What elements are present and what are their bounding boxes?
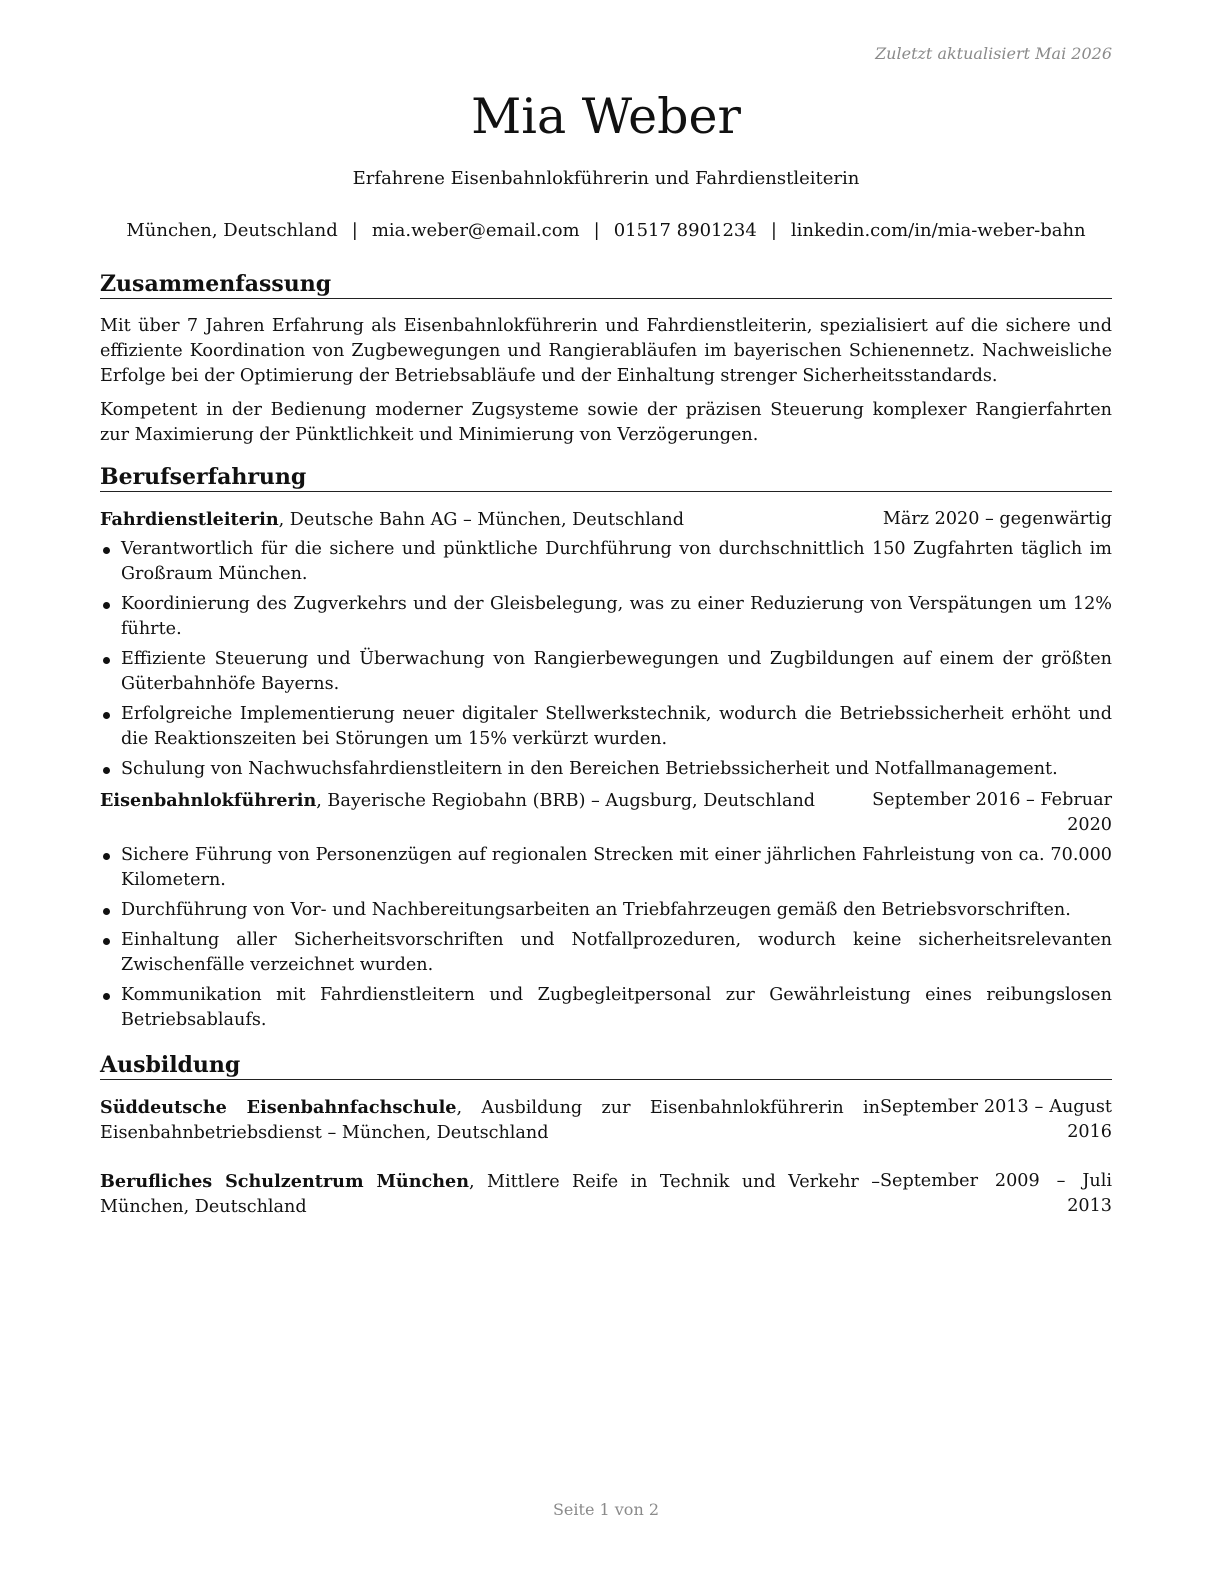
job-dates: März 2020 – gegenwärtig [882,509,1112,529]
education-detail: , Ausbildung zur Eisenbahnlokführerin in Eisenbahnbetriebsdienst – München, Deutschland [100,1098,881,1143]
section-title-experience: Berufserfahrung [100,463,1112,492]
education-school-line [100,1095,880,1146]
contact-separator: | [770,220,777,241]
contact-separator: | [351,220,358,241]
education-school: Süddeutsche Eisenbahnfachschule [100,1097,457,1118]
contact-separator: | [593,220,600,241]
job-org: , Bayerische Regiobahn (BRB) – Augsburg, Deutschland [316,791,816,811]
job-dates [872,788,1112,838]
job-title: Eisenbahnlokführerin [100,790,317,811]
education-entry [100,1095,1112,1145]
contact-location: München, Deutschland [126,220,338,241]
bullet-text: Koordinierung des Zugverkehrs und der Gleisbelegung, was zu einer Reduzierung von Verspätungen um 12% führte. [121,594,1112,639]
job-dates-line: September 2016 – Februar [872,790,1112,810]
page-number: Seite 1 von 2 [552,1500,660,1519]
education-detail: , Mittlere Reife in Technik und Verkehr – München, Deutschland [100,1172,880,1217]
bullet-icon [103,993,110,1000]
job-bullets [100,843,1112,1038]
person-name: Mia Weber [471,88,741,145]
summary-paragraph: Kompetent in der Bedienung moderner Zugsysteme sowie der präzisen Steuerung komplexer Rangierfahrten zur Maximierung der Pünktlichkeit und Minimierung von Verzögerungen. [100,400,1112,445]
job-header [100,788,1112,838]
headline: Erfahrene Eisenbahnlokführerin und Fahrdienstleiterin [352,168,860,189]
contact-line [100,219,1112,243]
bullet-icon [103,657,110,664]
contact-linkedin[interactable]: linkedin.com/in/mia-weber-bahn [790,220,1086,241]
bullet-text: Durchführung von Vor- und Nachbereitungsarbeiten an Triebfahrzeugen gemäß den Betriebsvorschriften. [121,900,1071,920]
bullet-text: Schulung von Nachwuchsfahrdienstleitern in den Bereichen Betriebssicherheit und Notfallmanagement. [121,759,1058,779]
contact-phone: 01517 8901234 [613,220,757,241]
summary-paragraph: Mit über 7 Jahren Erfahrung als Eisenbahnlokführerin und Fahrdienstleiterin, spezialisiert auf die sichere und effiziente Koordination von Zugbewegungen und Rangierabläufen im bayerischen Schienennetz. Nachweisliche Erfolge bei der Optimierung der Betriebsabläufe und der Einhaltung strenger Sicherheitsstandards. [100,316,1112,386]
list-item [100,537,1112,587]
section-title-summary: Zusammenfassung [100,270,1112,299]
list-item [100,592,1112,642]
bullet-icon [103,602,110,609]
last-updated: Zuletzt aktualisiert Mai 2026 [875,44,1112,63]
job-org: , Deutsche Bahn AG – München, Deutschland [278,510,684,530]
list-item [100,702,1112,752]
section-title-education: Ausbildung [100,1051,1112,1080]
bullet-icon [103,712,110,719]
contact-email[interactable]: mia.weber@email.com [371,220,580,241]
bullet-icon [103,547,110,554]
bullet-text: Sichere Führung von Personenzügen auf regionalen Strecken mit einer jährlichen Fahrleistung von ca. 70.000 Kilometern. [121,845,1112,890]
list-item [100,983,1112,1033]
education-dates [880,1169,1112,1219]
job-title: Fahrdienstleiterin [100,509,279,530]
bullet-text: Verantwortlich für die sichere und pünktliche Durchführung von durchschnittlich 150 Zugfahrten täglich im Großraum München. [121,539,1112,584]
list-item [100,898,1112,923]
bullet-icon [103,938,110,945]
resume-page [100,0,1112,1584]
job-title-line [100,788,815,814]
list-item [100,757,1112,782]
education-dates-line: 2016 [1067,1122,1112,1142]
bullet-icon [103,767,110,774]
list-item [100,928,1112,978]
list-item [100,843,1112,893]
education-school: Berufliches Schulzentrum München [100,1171,470,1192]
bullet-text: Erfolgreiche Implementierung neuer digitaler Stellwerkstechnik, wodurch die Betriebssicherheit erhöht und die Reaktionszeiten bei Störungen um 15% verkürzt wurden. [121,704,1112,749]
job-title-line [100,507,684,533]
education-dates-line: September 2009 – Juli [880,1171,1112,1191]
education-dates [880,1095,1112,1145]
bullet-icon [103,908,110,915]
job-dates-line: 2020 [1067,815,1112,835]
bullet-text: Einhaltung aller Sicherheitsvorschriften und Notfallprozeduren, wodurch keine sicherheitsrelevanten Zwischenfälle verzeichnet wurden. [121,930,1112,975]
list-item [100,647,1112,697]
education-school-line [100,1169,880,1220]
bullet-icon [103,853,110,860]
job-bullets [100,537,1112,787]
bullet-text: Kommunikation mit Fahrdienstleitern und Zugbegleitpersonal zur Gewährleistung eines reibungslosen Betriebsablaufs. [121,985,1112,1030]
education-dates-line: 2013 [1067,1196,1112,1216]
education-entry [100,1169,1112,1219]
education-dates-line: September 2013 – August [880,1097,1112,1117]
bullet-text: Effiziente Steuerung und Überwachung von Rangierbewegungen und Zugbildungen auf einem der größten Güterbahnhöfe Bayerns. [121,649,1112,694]
